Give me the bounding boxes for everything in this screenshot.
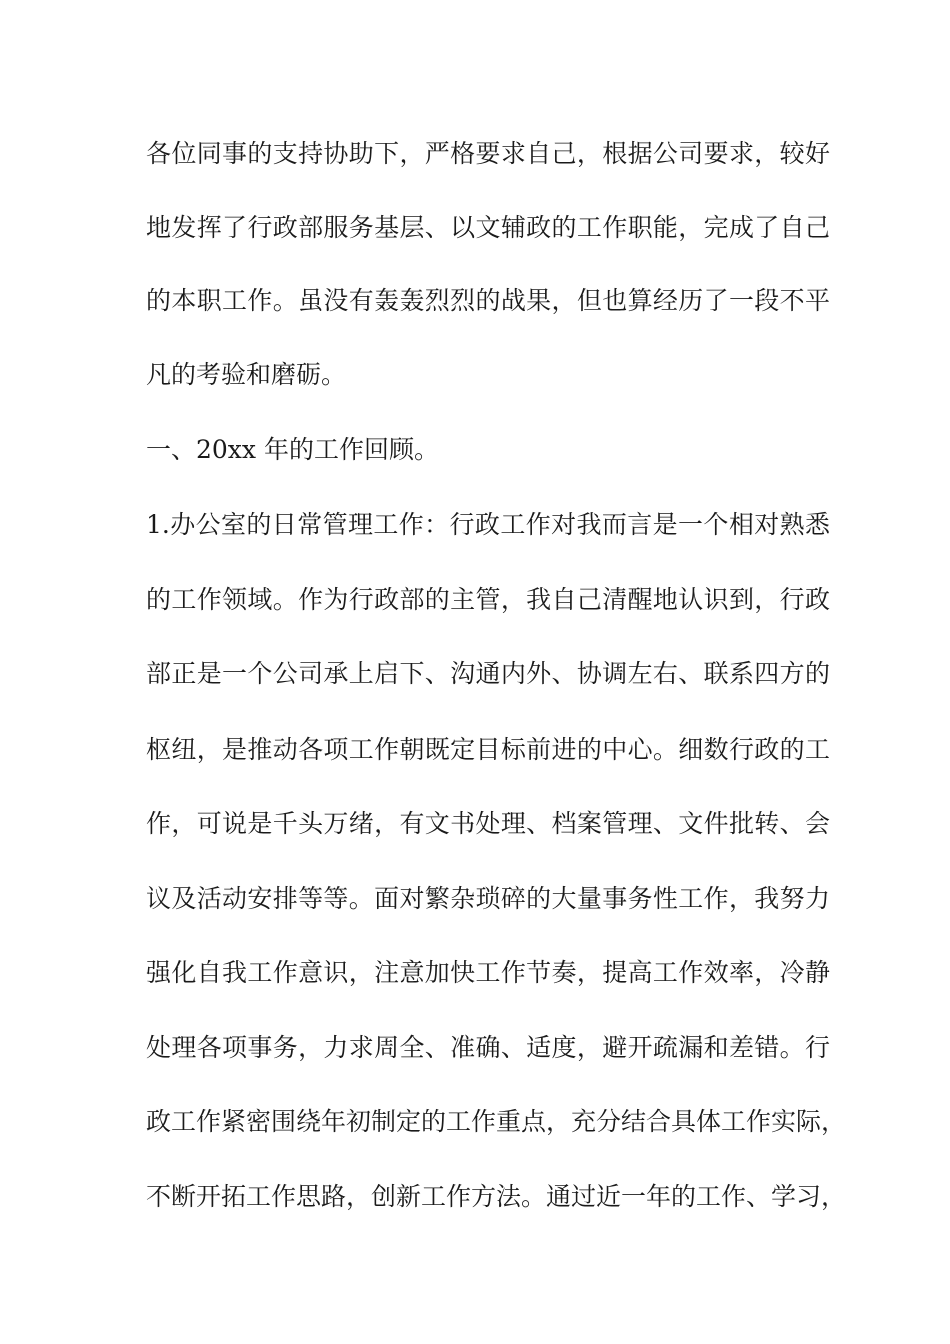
text-line-8: 部正是一个公司承上启下、沟通内外、协调左右、联系四方的 (146, 659, 830, 688)
text-line-14: 政工作紧密围绕年初制定的工作重点，充分结合具体工作实际， (146, 1107, 847, 1136)
section-heading: 一、20xx 年的工作回顾。 (146, 435, 439, 464)
text-line-2: 地发挥了行政部服务基层、以文辅政的工作职能，完成了自己 (146, 213, 830, 242)
text-line-13: 处理各项事务，力求周全、准确、适度，避开疏漏和差错。行 (146, 1033, 830, 1062)
text-line-15: 不断开拓工作思路，创新工作方法。通过近一年的工作、学习， (146, 1182, 847, 1211)
text-line-6: 1.办公室的日常管理工作：行政工作对我而言是一个相对熟悉 (146, 510, 830, 539)
text-line-3: 的本职工作。虽没有轰轰烈烈的战果，但也算经历了一段不平 (146, 286, 830, 315)
text-line-9: 枢纽，是推动各项工作朝既定目标前进的中心。细数行政的工 (146, 735, 830, 764)
text-line-7: 的工作领域。作为行政部的主管，我自己清醒地认识到，行政 (146, 585, 830, 614)
text-line-12: 强化自我工作意识，注意加快工作节奏，提高工作效率，冷静 (146, 958, 830, 987)
text-line-10: 作，可说是千头万绪，有文书处理、档案管理、文件批转、会 (146, 809, 830, 838)
text-line-4: 凡的考验和磨砺。 (146, 360, 347, 389)
text-line-11: 议及活动安排等等。面对繁杂琐碎的大量事务性工作，我努力 (146, 884, 830, 913)
text-line-1: 各位同事的支持协助下，严格要求自己，根据公司要求，较好 (146, 139, 830, 168)
